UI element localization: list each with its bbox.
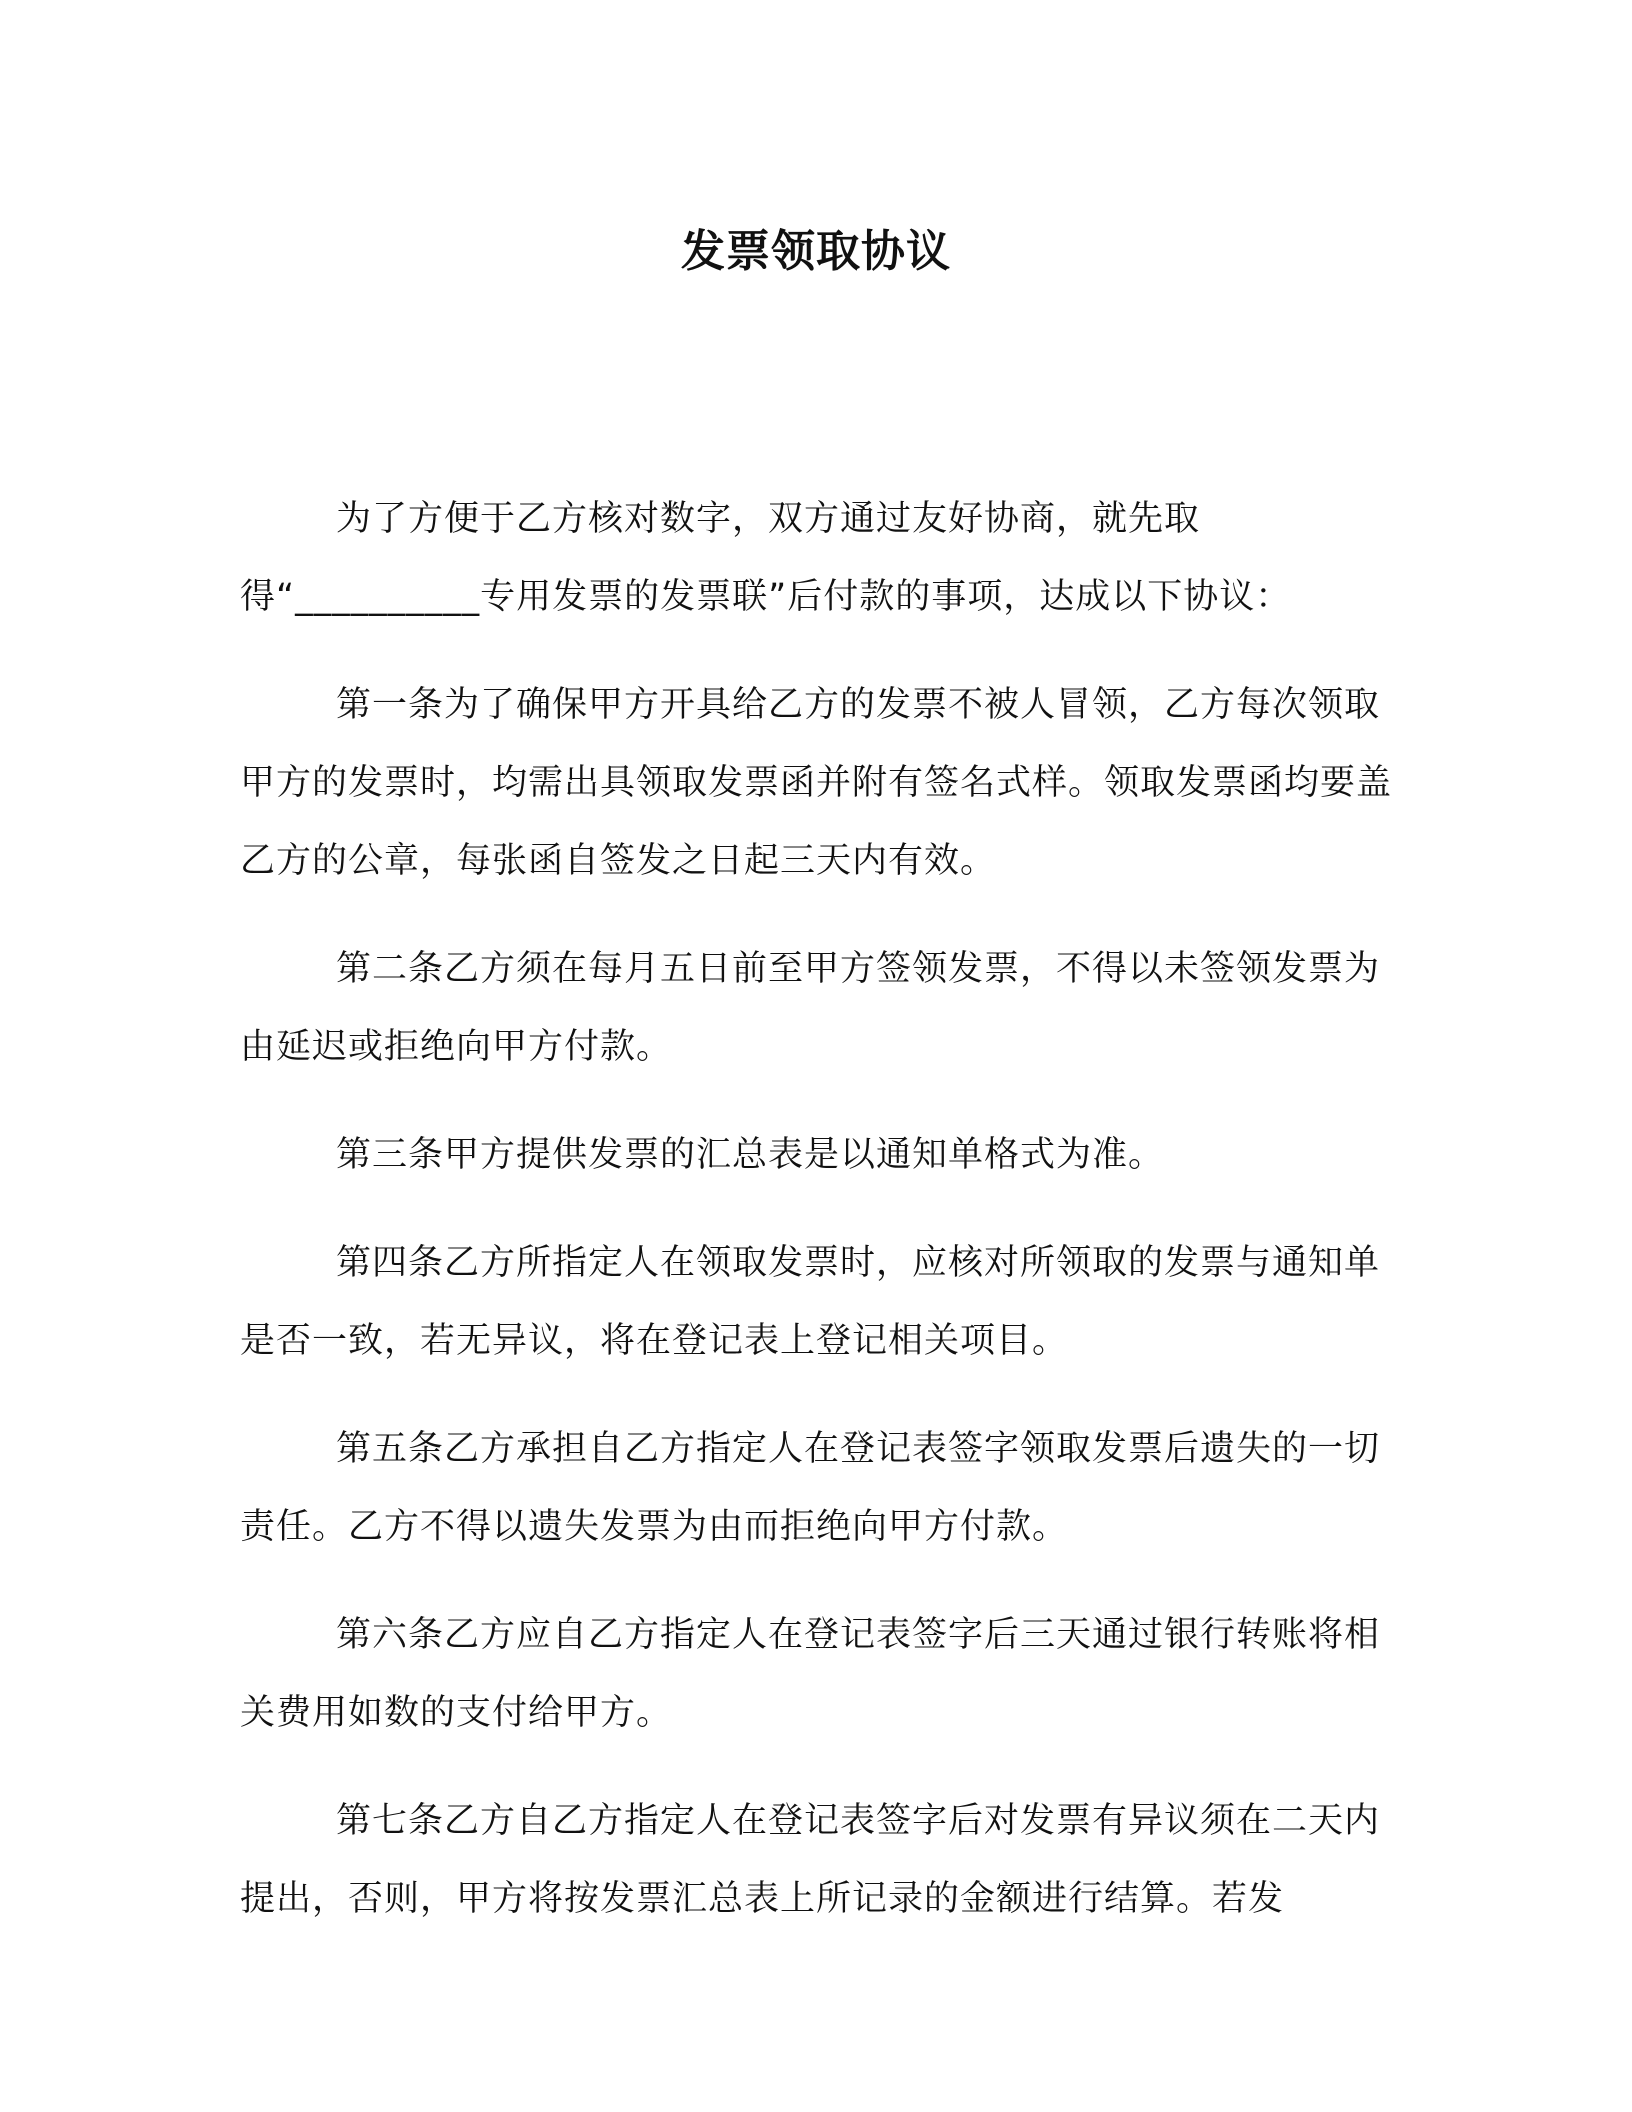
paragraph-article-1: 第一条为了确保甲方开具给乙方的发票不被人冒领，乙方每次领取甲方的发票时，均需出具领取发票函并附有签名式样。领取发票函均要盖乙方的公章，每张函自签发之日起三天内有效。	[240, 685, 1393, 881]
paragraph-article-6: 第六条乙方应自乙方指定人在登记表签字后三天通过银行转账将相关费用如数的支付给甲方。	[240, 1615, 1381, 1733]
paragraph-article-2: 第二条乙方须在每月五日前至甲方签领发票，不得以未签领发票为由延迟或拒绝向甲方付款。	[240, 949, 1381, 1067]
document-body	[240, 480, 1400, 1968]
paragraph-article-3: 第三条甲方提供发票的汇总表是以通知单格式为准。	[336, 1135, 1165, 1175]
paragraph-intro: 为了方便于乙方核对数字，双方通过友好协商，就先取得“__________专用发票的发票联”后付款的事项，达成以下协议：	[240, 499, 1292, 617]
paragraph-article-7: 第七条乙方自乙方指定人在登记表签字后对发票有异议须在二天内提出，否则，甲方将按发票汇总表上所记录的金额进行结算。若发	[240, 1801, 1381, 1919]
paragraph-article-5: 第五条乙方承担自乙方指定人在登记表签字领取发票后遗失的一切责任。乙方不得以遗失发票为由而拒绝向甲方付款。	[240, 1429, 1381, 1547]
paragraph-article-4: 第四条乙方所指定人在领取发票时，应核对所领取的发票与通知单是否一致，若无异议，将在登记表上登记相关项目。	[240, 1243, 1381, 1361]
document-title: 发票领取协议	[681, 226, 951, 277]
